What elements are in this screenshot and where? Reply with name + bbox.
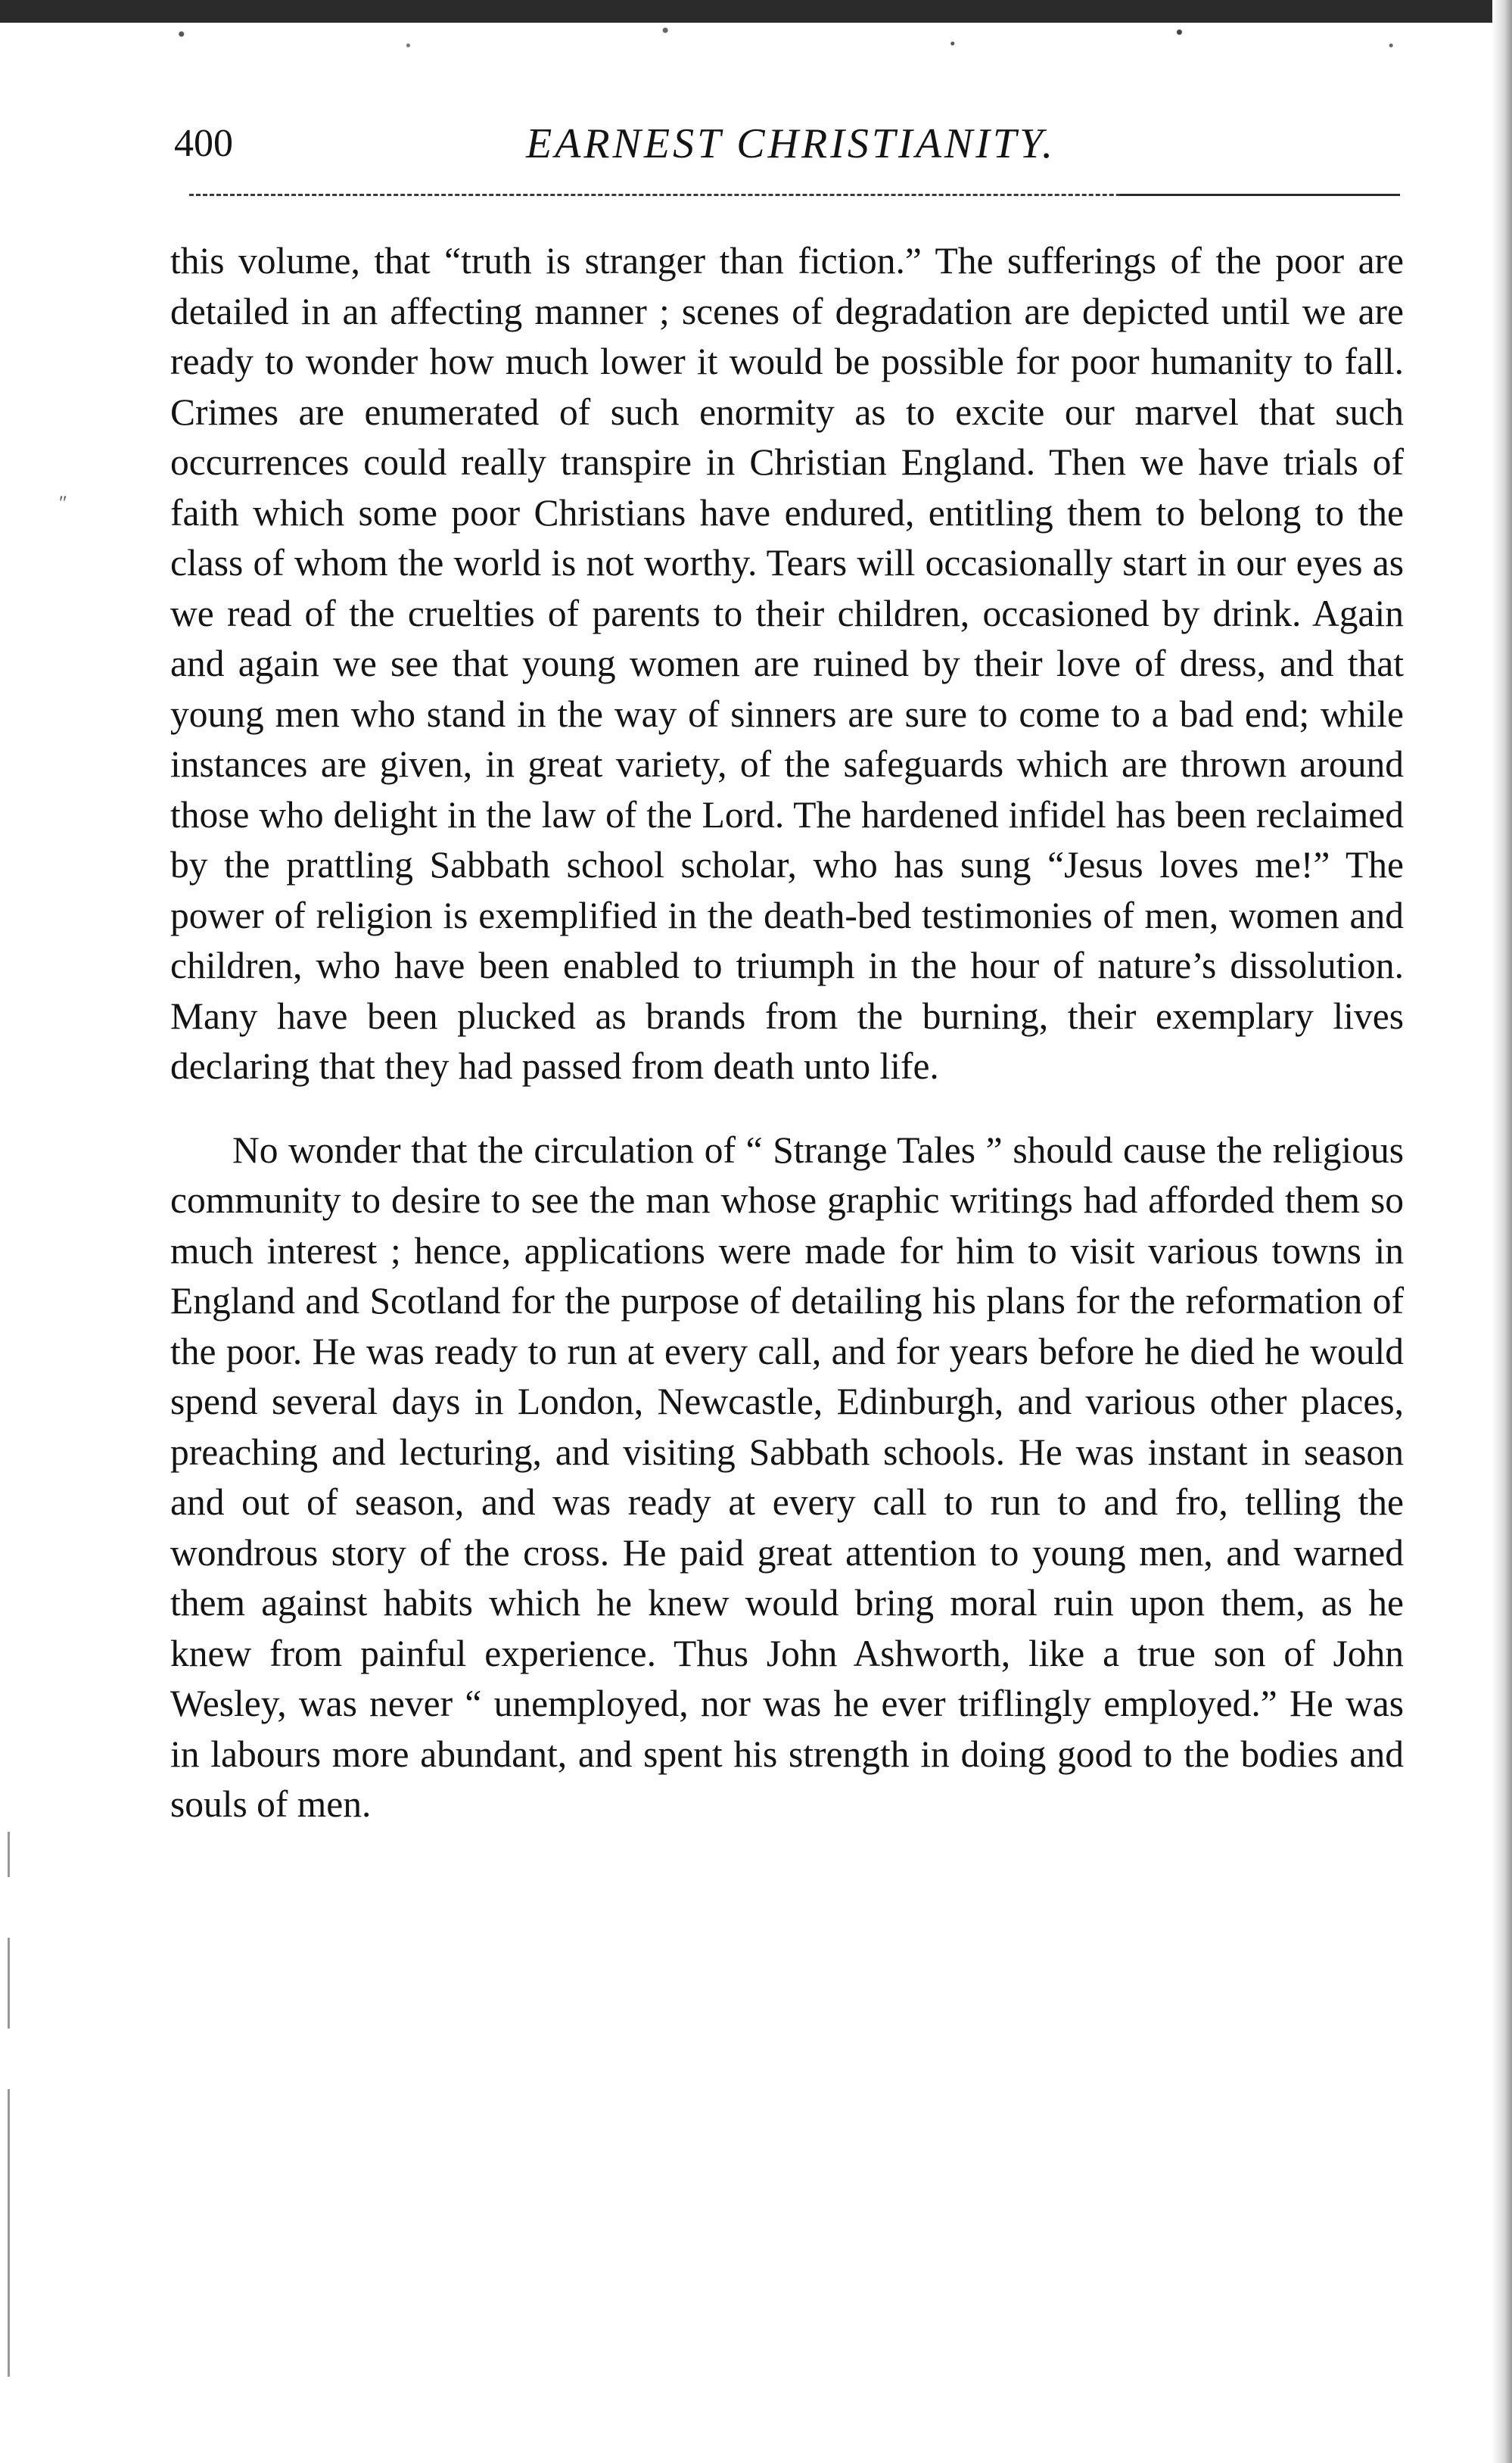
scan-left-edge-mark: [8, 2089, 10, 2377]
running-title: EARNEST CHRISTIANITY.: [525, 120, 1056, 167]
paragraph-2: No wonder that the circulation of “ Strange Tales ” should cause the religious community to desire to see the man whose graphic writings had afforded them so much interest ; hence, applications were made for him to visit various towns in England and Scotland for the purpose of detailing his plans for the reformation of the poor. He was ready to run at every call, and for years before he died he would spend several days in London, Newcastle, Edinburgh, and various other places, preaching and lecturing, and visiting Sabbath schools. He was instant in season and out of season, and was ready at every call to run to and fro, telling the wondrous story of the cross. He paid great attention to young men, and warned them against habits which he knew would bring moral ruin upon them, as he knew from painful experience. Thus John Ashworth, like a true son of John Wesley, was never “ unemployed, nor was he ever triflingly employed.” He was in labours more abundant, and spent his strength in doing good to the bodies and souls of men.: [170, 1129, 1404, 1825]
scan-top-noise: [0, 23, 1512, 61]
header-rule-solid-segment: [1120, 194, 1400, 196]
page-header: [174, 114, 1408, 174]
paragraph-1: this volume, that “truth is stranger than fiction.” The sufferings of the poor are detailed in an affecting manner ; scenes of degradation are depicted until we are ready to wonder how much lower it would be possible for poor humanity to fall. Crimes are enumerated of such enormity as to excite our marvel that such occurrences could really transpire in Christian England. Then we have trials of faith which some poor Christians have endured, entitling them to belong to the class of whom the world is not worthy. Tears will occasionally start in our eyes as we read of the cruelties of parents to their children, occasioned by drink. Again and again we see that young women are ruined by their love of dress, and that young men who stand in the way of sinners are sure to come to a bad end; while instances are given, in great variety, of the safeguards which are thrown around those who delight in the law of the Lord. The hardened infidel has been reclaimed by the prattling Sabbath school scholar, who has sung “Jesus loves me!” The power of religion is exemplified in the death-bed testimonies of men, women and children, who have been enabled to triumph in the hour of nature’s dissolution. Many have been plucked as brands from the burning, their exemplary lives declaring that they had passed from death unto life.: [170, 240, 1404, 1087]
page-number: 400: [174, 122, 233, 165]
scan-right-edge-shadow: [1492, 0, 1512, 2463]
scan-left-edge-mark: [8, 1938, 10, 2029]
scan-top-border: [0, 0, 1512, 23]
scan-left-edge-mark: [8, 1832, 10, 1877]
margin-speck-mark: ″: [59, 492, 67, 514]
body-text: [170, 236, 1404, 1830]
